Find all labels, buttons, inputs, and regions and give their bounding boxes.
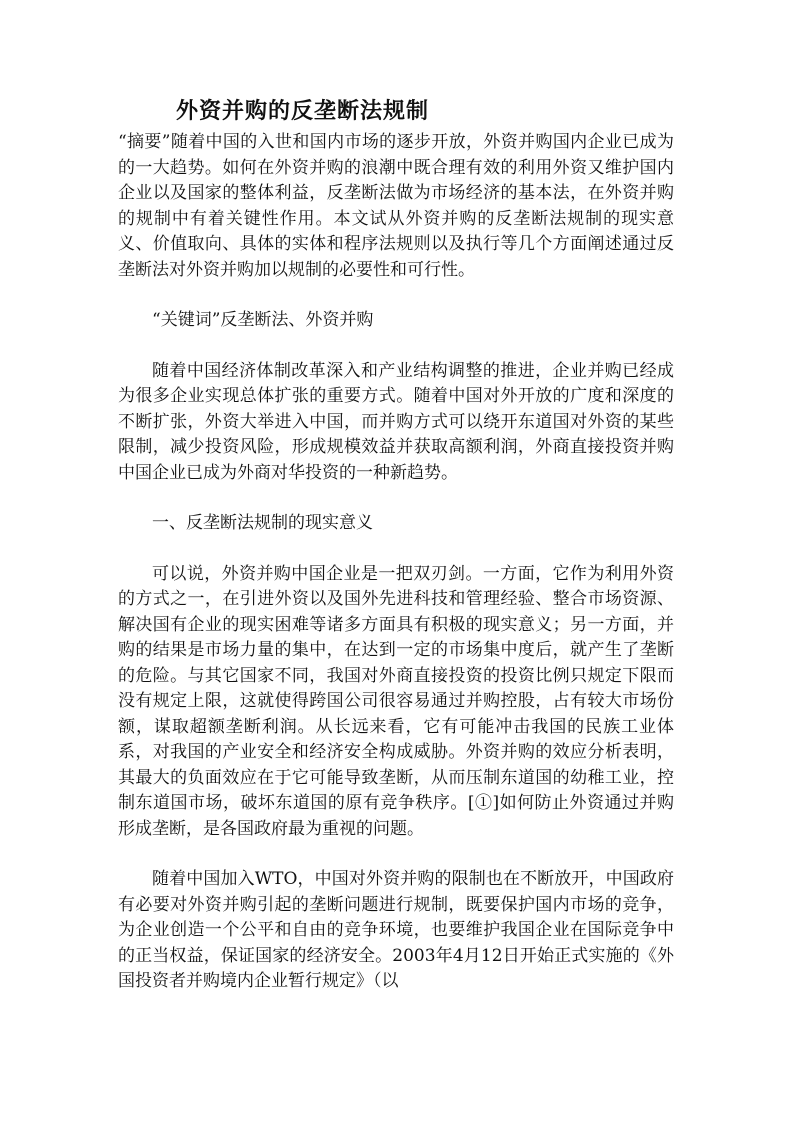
body-paragraph: 随着中国加入WTO，中国对外资并购的限制也在不断放开，中国政府有必要对外资并购引起的垄断问题进行规制，既要保护国内市场的竞争，为企业创造一个公平和自由的竞争环境，也要维护我国企业在国际竞争中的正当权益，保证国家的经济安全。2003年4月12日开始正式实施的《外国投资者并购境内企业暂行规定》（以 <box>118 869 674 991</box>
intro-paragraph: 随着中国经济体制改革深入和产业结构调整的推进，企业并购已经成为很多企业实现总体扩张的重要方式。随着中国对外开放的广度和深度的不断扩张，外资大举进入中国，而并购方式可以绕开东道国对外资的某些限制，减少投资风险，形成规模效益并获取高额利润，外商直接投资并购中国企业已成为外商对华投资的一种新趋势。 <box>118 360 674 483</box>
paragraph-spacer <box>118 334 674 359</box>
document-page <box>118 96 674 995</box>
paragraph-spacer <box>118 486 674 511</box>
keywords-paragraph: “关键词”反垄断法、外资并购 <box>152 310 374 330</box>
section-heading: 一、反垄断法规制的现实意义 <box>152 513 373 533</box>
paragraph-spacer <box>118 283 674 308</box>
paragraph-spacer <box>118 842 674 867</box>
paragraph-spacer <box>118 537 674 562</box>
document-title: 外资并购的反垄断法规制 <box>176 98 430 124</box>
abstract-paragraph: “摘要”随着中国的入世和国内市场的逐步开放，外资并购国内企业已成为的一大趋势。如何在外资并购的浪潮中既合理有效的利用外资又维护国内企业以及国家的整体利益，反垄断法做为市场经济的基本法，在外资并购的规制中有着关键性作用。本文试从外资并购的反垄断法规制的现实意义、价值取向、具体的实体和程序法规则以及执行等几个方面阐述通过反垄断法对外资并购加以规制的必要性和可行性。 <box>118 132 674 280</box>
body-paragraph: 可以说，外资并购中国企业是一把双刃剑。一方面，它作为利用外资的方式之一，在引进外资以及国外先进科技和管理经验、整合市场资源、解决国有企业的现实困难等诸多方面具有积极的现实意义；另一方面，并购的结果是市场力量的集中，在达到一定的市场集中度后，就产生了垄断的危险。与其它国家不同，我国对外商直接投资的投资比例只规定下限而没有规定上限，这就使得跨国公司很容易通过并购控股，占有较大市场份额，谋取超额垄断利润。从长远来看，它有可能冲击我国的民族工业体系，对我国的产业安全和经济安全构成威胁。外资并购的效应分析表明，其最大的负面效应在于它可能导致垄断，从而压制东道国的幼稚工业，控制东道国市场，破坏东道国的原有竞争秩序。[①]如何防止外资通过并购形成垄断，是各国政府最为重视的问题。 <box>118 563 674 839</box>
